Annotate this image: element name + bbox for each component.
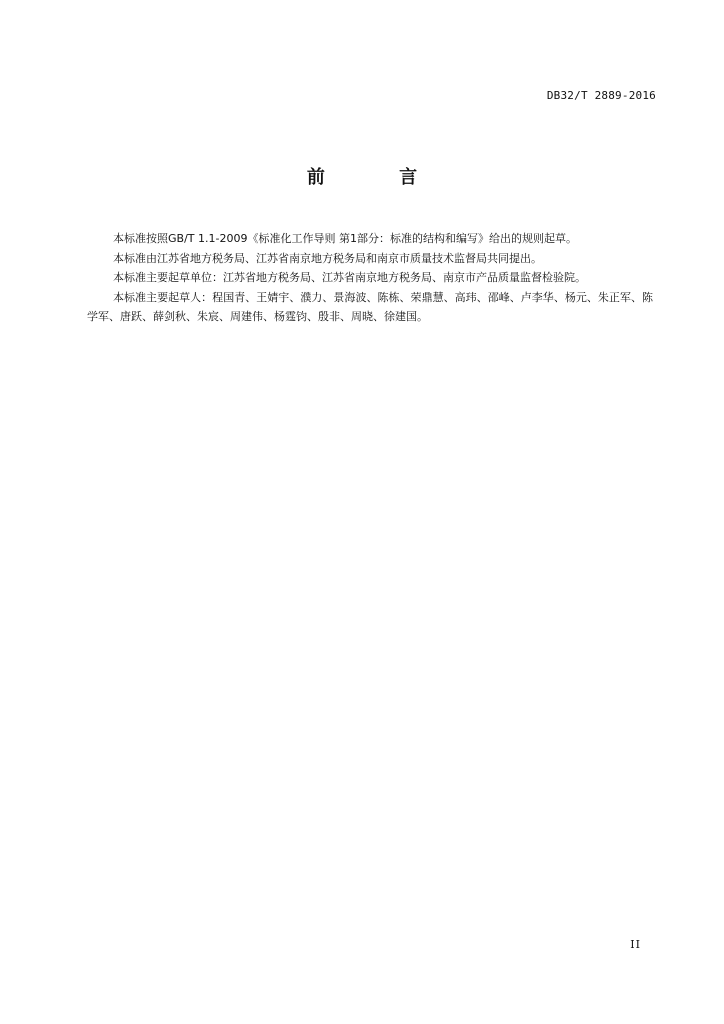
paragraph-proposers: 本标准由江苏省地方税务局、江苏省南京地方税务局和南京市质量技术监督局共同提出。 <box>113 251 542 265</box>
page-number: II <box>630 938 641 951</box>
paragraph-drafting-units: 本标准主要起草单位：江苏省地方税务局、江苏省南京地方税务局、南京市产品质量监督检验院。 <box>113 271 586 284</box>
foreword-body <box>87 229 653 327</box>
document-code: DB32/T 2889-2016 <box>546 89 656 102</box>
paragraph-drafting-rules: 本标准按照GB/T 1.1-2009《标准化工作导则 第1部分：标准的结构和编写》给出的规则起草。 <box>113 232 577 245</box>
section-title: 前 言 <box>306 167 452 188</box>
paragraph-drafters: 本标准主要起草人：程国青、王婧宇、濮力、景海波、陈栋、荣鼎慧、高玮、邵峰、卢李华、杨元、朱正军、陈学军、唐跃、薛剑秋、朱宸、周建伟、杨霆钧、殷非、周晓、徐建国。 <box>87 290 653 323</box>
